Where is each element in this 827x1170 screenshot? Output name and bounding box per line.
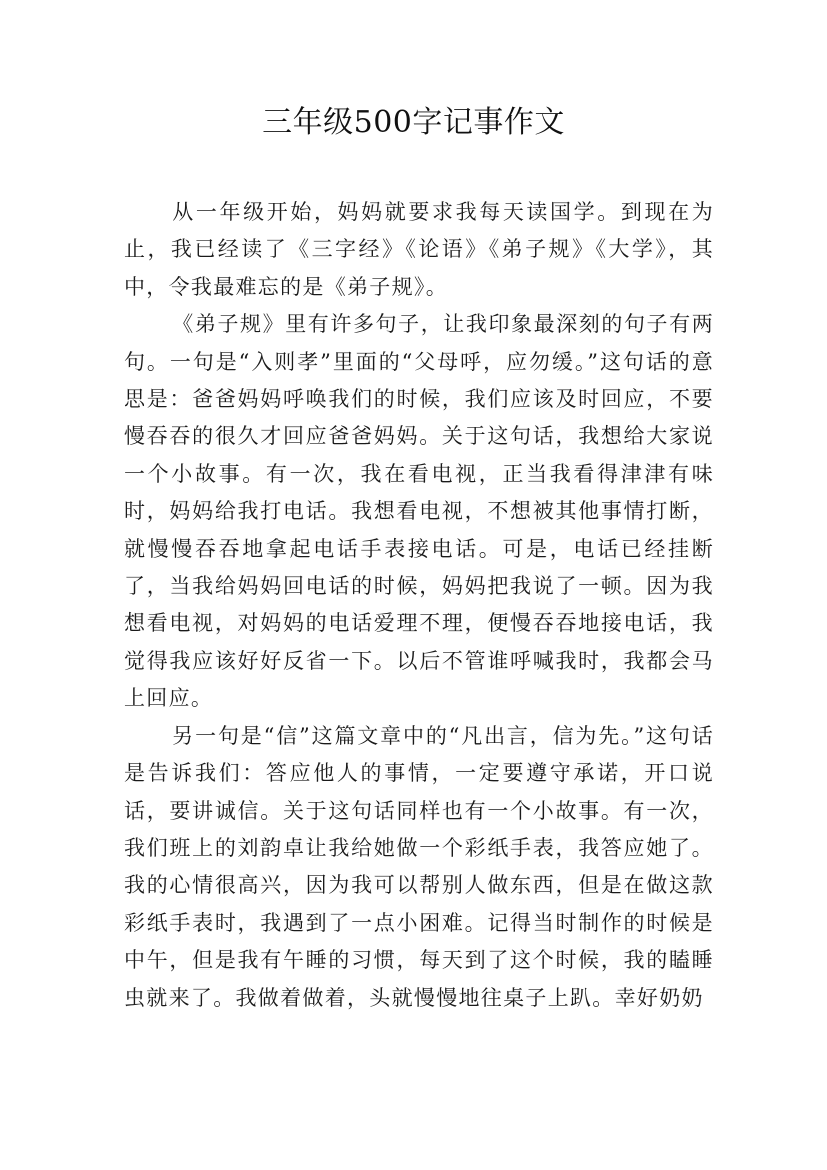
- paragraph-3: 另一句是“信”这篇文章中的“凡出言，信为先。”这句话是告诉我们：答应他人的事情，一定要遵守承诺，开口说话，要讲诚信。关于这句话同样也有一个小故事。有一次，我们班上的刘韵卓让我给她做一个彩纸手表，我答应她了。我的心情很高兴，因为我可以帮别人做东西，但是在做这款彩纸手表时，我遇到了一点小困难。记得当时制作的时候是中午，但是我有午睡的习惯，每天到了这个时候，我的瞌睡虫就来了。我做着做着，头就慢慢地往桌子上趴。幸好奶奶: [124, 723, 714, 1010]
- document-title: 三年级500字记事作文: [262, 105, 565, 140]
- document-body: [124, 194, 714, 1017]
- paragraph-1: 从一年级开始，妈妈就要求我每天读国学。到现在为止，我已经读了《三字经》《论语》《弟子规》《大学》，其中，令我最难忘的是《弟子规》。: [124, 200, 714, 299]
- paragraph-2: 《弟子规》里有许多句子，让我印象最深刻的句子有两句。一句是“入则孝”里面的“父母呼，应勿缓。”这句话的意思是：爸爸妈妈呼唤我们的时候，我们应该及时回应，不要慢吞吞的很久才回应爸爸妈妈。关于这句话，我想给大家说一个小故事。有一次，我在看电视，正当我看得津津有味时，妈妈给我打电话。我想看电视，不想被其他事情打断，就慢慢吞吞地拿起电话手表接电话。可是，电话已经挂断了，当我给妈妈回电话的时候，妈妈把我说了一顿。因为我想看电视，对妈妈的电话爱理不理，便慢吞吞地接电话，我觉得我应该好好反省一下。以后不管谁呼喊我时，我都会马上回应。: [124, 312, 714, 711]
